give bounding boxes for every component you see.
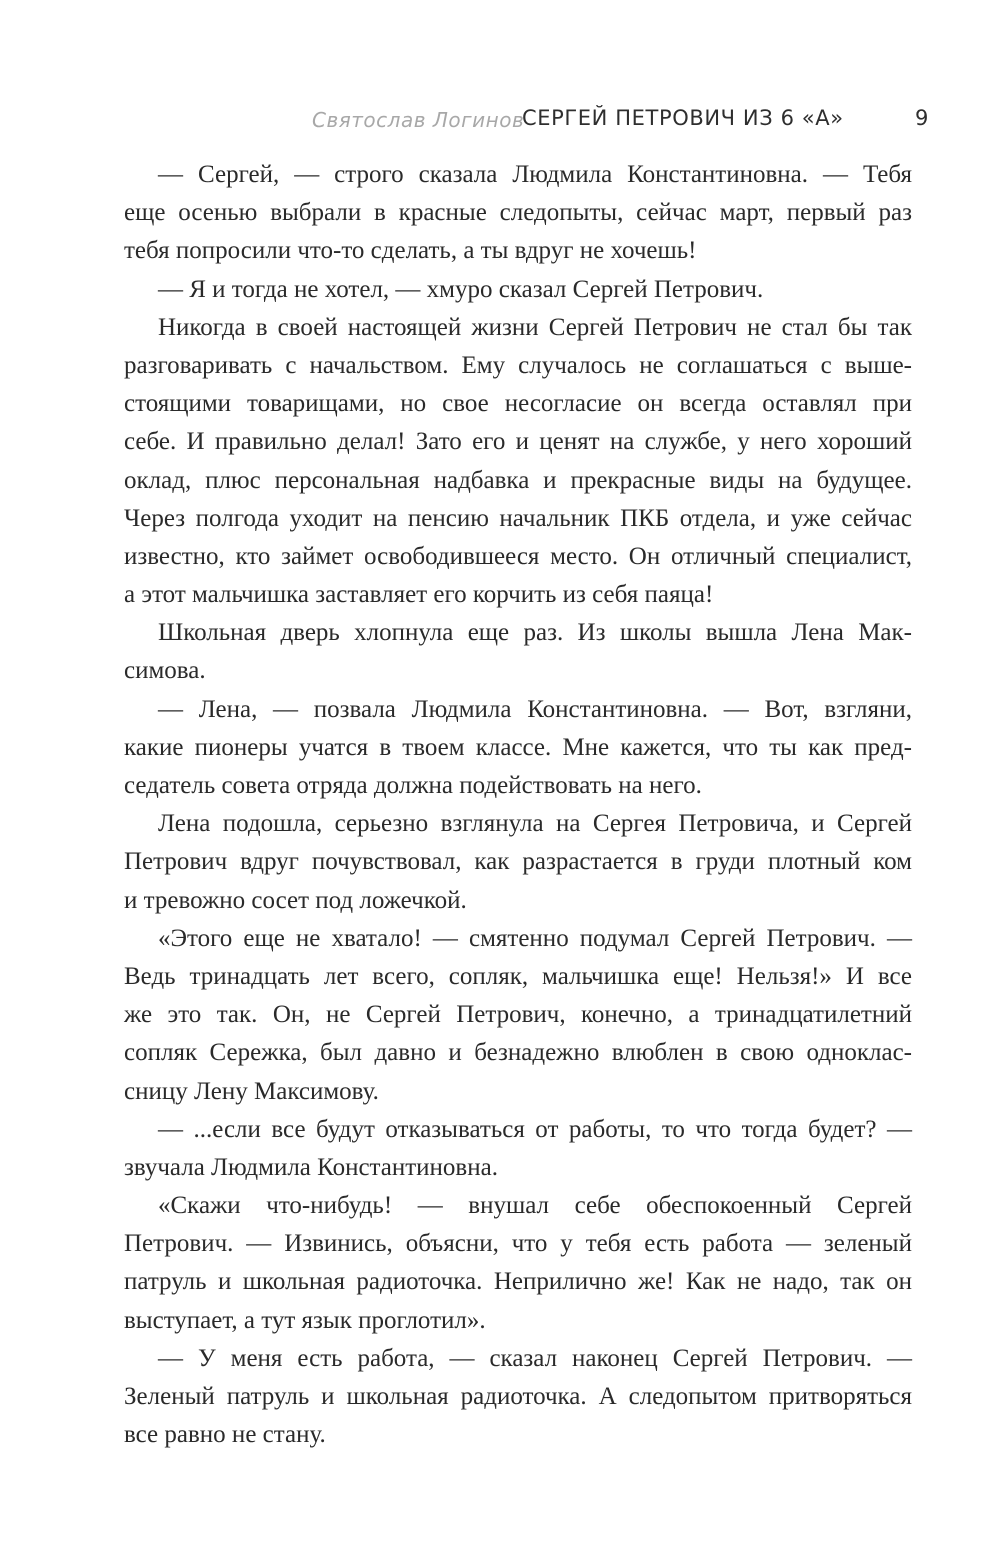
text-line: «Скажи что-нибудь! — внушал себе обеспокоенный Сергей [158, 1192, 912, 1220]
body-text [124, 156, 912, 1454]
text-line: себе. И правильно делал! Зато его и ценят на службе, у него хороший [124, 428, 912, 456]
text-line: Школьная дверь хлопнула еще раз. Из школы вышла Лена Мак- [158, 619, 912, 647]
text-line: — Лена, — позвала Людмила Константиновна. — Вот, взгляни, [158, 695, 912, 723]
text-line: Никогда в своей настоящей жизни Сергей Петрович не стал бы так [158, 313, 912, 341]
text-line: еще осенью выбрали в красные следопыты, сейчас март, первый раз [124, 199, 912, 227]
text-line: сницу Лену Максимову. [124, 1077, 379, 1105]
header-author: Святослав Логинов [312, 108, 525, 132]
paragraph [124, 920, 912, 1111]
text-line: Петрович вдруг почувствовал, как разрастается в груди плотный ком [124, 848, 912, 876]
paragraph [124, 691, 912, 806]
page-number: 9 [915, 106, 929, 130]
text-line: — ...если все будут отказываться от работы, то что тогда будет? — [158, 1115, 912, 1143]
text-line: а этот мальчишка заставляет его корчить из себя паяца! [124, 581, 714, 609]
paragraph [124, 1187, 912, 1340]
text-line: же это так. Он, не Сергей Петрович, конечно, а тринадцатилетний [124, 1001, 912, 1029]
text-line: Зеленый патруль и школьная радиоточка. А следопытом притворяться [124, 1383, 912, 1410]
text-line: сопляк Сережка, был давно и безнадежно влюблен в свою одноклас- [124, 1039, 912, 1067]
text-line: и тревожно сосет под ложечкой. [124, 886, 467, 914]
text-line: звучала Людмила Константиновна. [124, 1153, 498, 1181]
text-line: какие пионеры учатся в твоем классе. Мне кажется, что ты как пред- [124, 733, 912, 761]
running-header [300, 104, 940, 140]
text-line: оклад, плюс персональная надбавка и прекрасные виды на будущее. [124, 466, 912, 494]
text-line: стоящими товарищами, но свое несогласие он всегда оставлял при [124, 390, 912, 418]
text-line: разговаривать с начальством. Ему случалось не соглашаться с выше- [124, 351, 912, 379]
text-line: — Сергей, — строго сказала Людмила Константиновна. — Тебя [158, 161, 912, 188]
header-title: СЕРГЕЙ ПЕТРОВИЧ ИЗ 6 «А» [522, 106, 844, 130]
paragraph [124, 156, 912, 271]
paragraph [124, 1111, 912, 1187]
text-line: Ведь тринадцать лет всего, сопляк, мальчишка еще! Нельзя!» И все [124, 962, 912, 990]
text-line: — У меня есть работа, — сказал наконец Сергей Петрович. — [158, 1344, 912, 1372]
text-line: Петрович. — Извинись, объясни, что у тебя есть работа — зеленый [124, 1230, 912, 1258]
paragraph [124, 271, 912, 309]
text-line: Через полгода уходит на пенсию начальник ПКБ отдела, и уже сейчас [124, 504, 912, 532]
paragraph [124, 805, 912, 920]
text-line: все равно не стану. [124, 1421, 326, 1449]
text-line: выступает, а тут язык проглотил». [124, 1306, 486, 1334]
paragraph [124, 614, 912, 690]
paragraph [124, 1340, 912, 1455]
text-line: «Этого еще не хватало! — смятенно подумал Сергей Петрович. — [158, 924, 912, 952]
paragraph [124, 309, 912, 615]
text-line: — Я и тогда не хотел, — хмуро сказал Сергей Петрович. [158, 275, 764, 303]
text-line: седатель совета отряда должна подействовать на него. [124, 772, 702, 799]
text-line: известно, кто займет освободившееся место. Он отличный специалист, [124, 542, 912, 570]
text-line: патруль и школьная радиоточка. Неприлично же! Как не надо, так он [124, 1268, 912, 1296]
text-line: симова. [124, 657, 206, 685]
text-line: Лена подошла, серьезно взглянула на Сергея Петровича, и Сергей [158, 810, 912, 838]
text-line: тебя попросили что-то сделать, а ты вдруг не хочешь! [124, 237, 697, 265]
